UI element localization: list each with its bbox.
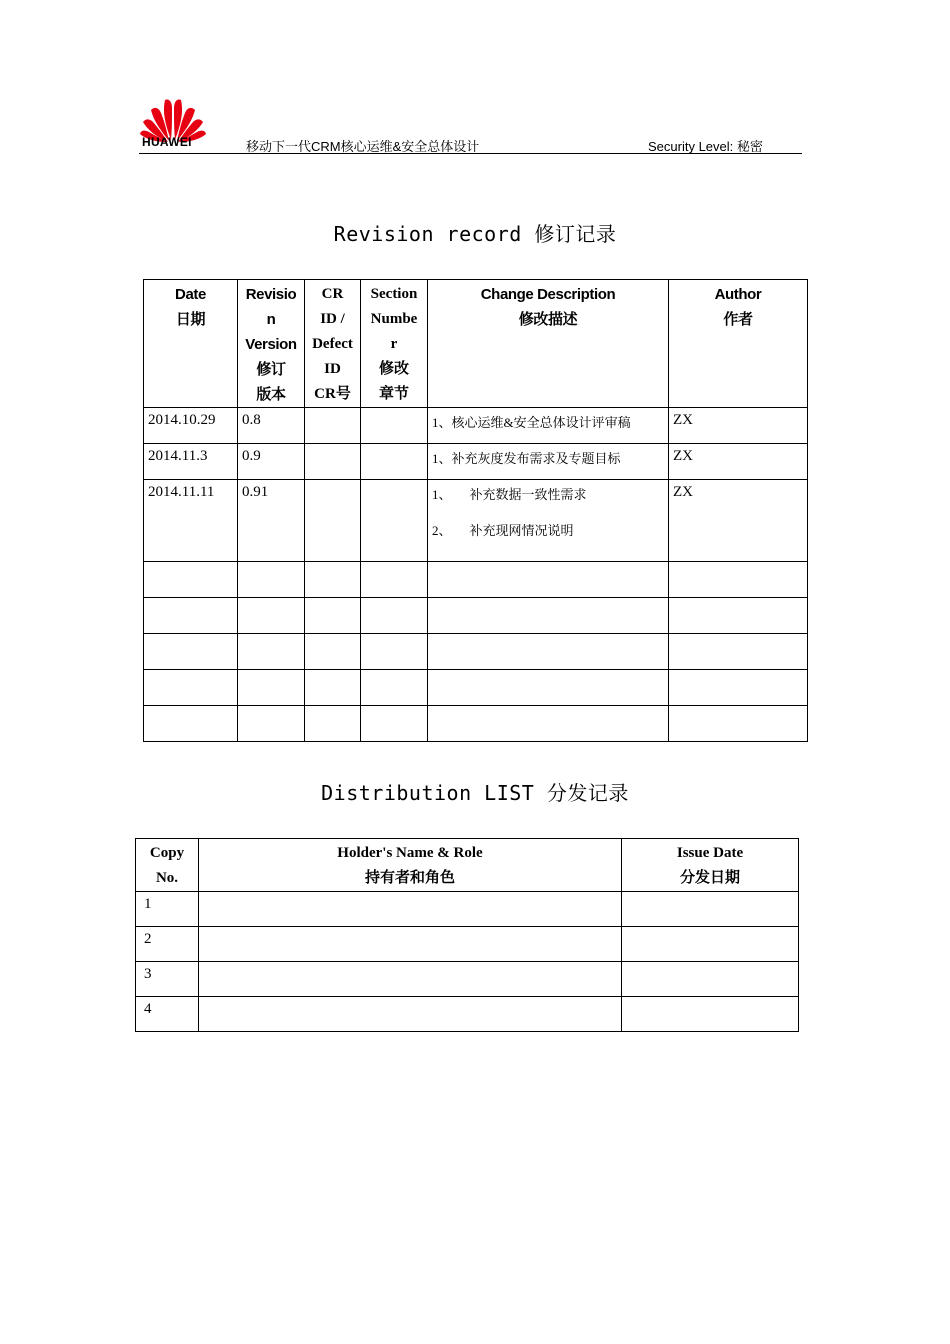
cell-copy-no: 4 [136, 997, 199, 1032]
table-row [136, 997, 799, 1032]
header-date: Date 日期 [144, 280, 238, 408]
cell-copy-no: 2 [136, 927, 199, 962]
cell-description: 1、核心运维&安全总体设计评审稿 [428, 408, 669, 444]
cell-cr [305, 408, 361, 444]
header-version: Revisio n Version 修订 版本 [238, 280, 305, 408]
cell-author: ZX [669, 408, 808, 444]
cell-description [428, 480, 669, 562]
empty-row [144, 598, 808, 634]
cell-version: 0.8 [238, 408, 305, 444]
header-holder: Holder's Name & Role 持有者和角色 [199, 839, 622, 892]
header-author: Author 作者 [669, 280, 808, 408]
security-level: Security Level: 秘密 [648, 139, 763, 154]
cell-date: 2014.11.3 [144, 444, 238, 480]
logo-text: HUAWEI [142, 135, 192, 149]
table-row [136, 892, 799, 927]
cell-cr [305, 444, 361, 480]
header-issue-date: Issue Date 分发日期 [622, 839, 799, 892]
empty-row [144, 562, 808, 598]
table-row [136, 962, 799, 997]
distribution-list-heading: Distribution LIST 分发记录 [321, 781, 629, 805]
distribution-header-row [136, 839, 799, 892]
header-section: Section Numbe r 修改 章节 [361, 280, 428, 408]
cell-author: ZX [669, 480, 808, 562]
cell-version: 0.91 [238, 480, 305, 562]
revision-record-heading: Revision record 修订记录 [333, 222, 617, 246]
cell-author: ZX [669, 444, 808, 480]
cell-date: 2014.10.29 [144, 408, 238, 444]
revision-header-row [144, 280, 808, 408]
description-line: 1、 补充数据一致性需求 [432, 487, 587, 502]
cell-section [361, 408, 428, 444]
table-row [144, 408, 808, 444]
header-cr-id: CR ID / Defect ID CR号 [305, 280, 361, 408]
empty-row [144, 670, 808, 706]
distribution-table [135, 838, 799, 1032]
cell-description: 1、补充灰度发布需求及专题目标 [428, 444, 669, 480]
cell-copy-no: 3 [136, 962, 199, 997]
document-title: 移动下一代CRM核心运维&安全总体设计 [246, 139, 480, 154]
cell-date: 2014.11.11 [144, 480, 238, 562]
empty-row [144, 634, 808, 670]
cell-copy-no: 1 [136, 892, 199, 927]
cell-section [361, 444, 428, 480]
cell-cr [305, 480, 361, 562]
cell-version: 0.9 [238, 444, 305, 480]
header-divider [139, 153, 802, 154]
description-line: 2、 补充现网情况说明 [432, 523, 574, 538]
header-change-description: Change Description 修改描述 [428, 280, 669, 408]
table-row [144, 480, 808, 562]
empty-row [144, 706, 808, 742]
table-row [136, 927, 799, 962]
cell-section [361, 480, 428, 562]
table-row [144, 444, 808, 480]
header-copy-no: Copy No. [136, 839, 199, 892]
revision-table [143, 279, 808, 742]
